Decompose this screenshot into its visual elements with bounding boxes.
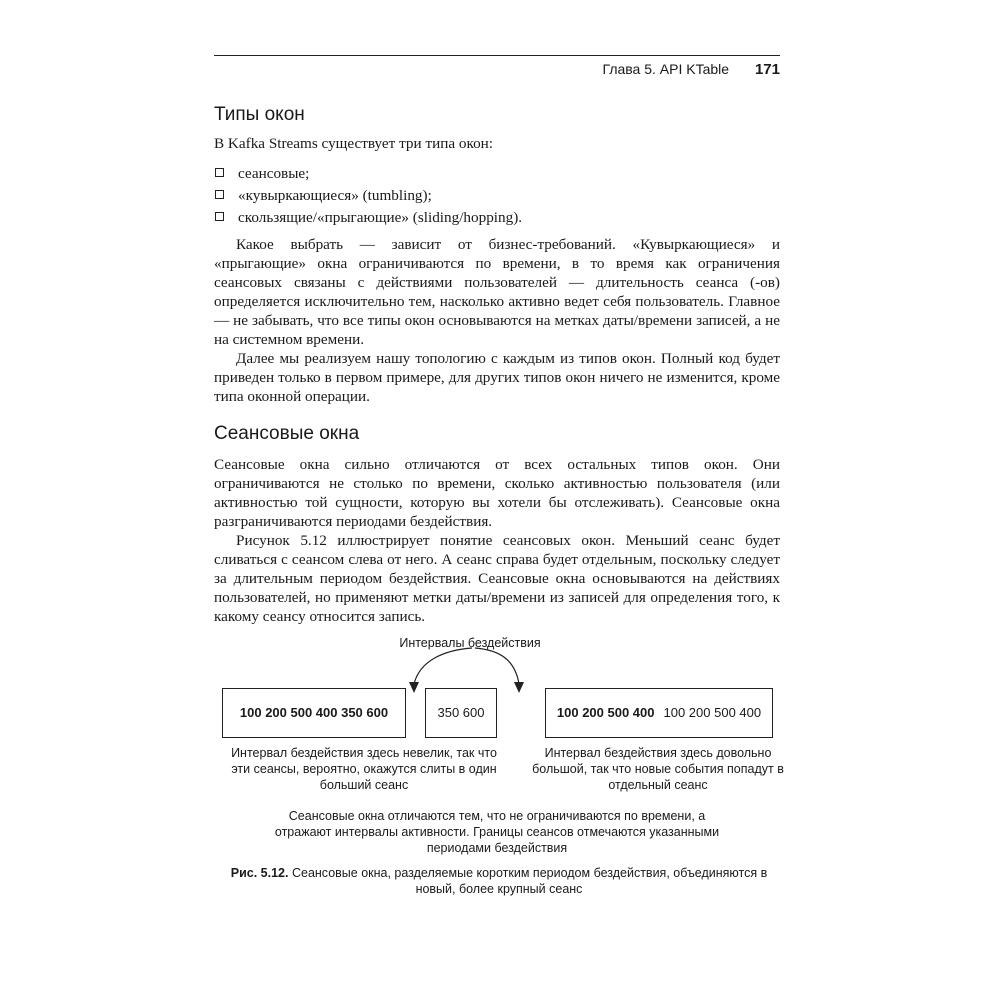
session-box-bold-text: 100 200 500 400 (556, 705, 655, 720)
intro-paragraph: В Kafka Streams существует три типа окон: (214, 135, 494, 152)
section-heading-window-types: Типы окон (214, 104, 305, 125)
running-head (603, 61, 780, 78)
session-box-normal-text: 100 200 500 400 (663, 705, 762, 720)
list-item-text: сеансовые; (238, 165, 310, 182)
paragraph: Сеансовые окна сильно отличаются от всех остальных типов окон. Они ограничиваются не столько по времени, сколько активностью пользователя (или активностью той сущности, которую вы хотели бы отслеживать). Сеансовые окна разграничиваются периодами бездействия. (214, 456, 780, 530)
figure-note-left: Интервал бездействия здесь невелик, так что эти сеансы, вероятно, окажутся слиты в один больший сеанс (231, 746, 497, 792)
figure-caption-label: Рис. 5.12. (230, 866, 289, 880)
paragraph: Какое выбрать — зависит от бизнес-требований. «Кувыркающиеся» и «прыгающие» окна ограничиваются по времени, в то время как ограничения сеансовых связаны с действиями пользователей — длительность сеанса (-ов) определяется исключительно тем, насколько активно ведет себя пользователь. Главное — не забывать, что все типы окон основываются на метках даты/времени записей, а не на системном времени. (214, 236, 780, 348)
figure-top-label: Интервалы бездействия (399, 636, 541, 650)
session-box-merged (222, 688, 406, 738)
checkbox-bullet-icon (215, 190, 224, 199)
paragraph: Рисунок 5.12 иллюстрирует понятие сеансовых окон. Меньший сеанс будет сливаться с сеансом слева от него. А сеанс справа будет отдельным, поскольку следует за длительным периодом бездействия. Сеансовые окна основываются на действиях пользователей, но применяют метки даты/времени из записей для определения того, к какому сеансу относится запись. (214, 532, 780, 625)
arrow-line-left (414, 648, 472, 684)
figure-note-bottom: Сеансовые окна отличаются тем, что не ограничиваются по времени, а отражают интервалы активности. Границы сеансов отмечаются указанными периодами бездействия (274, 809, 720, 855)
list-item-text: «кувыркающиеся» (tumbling); (238, 187, 432, 204)
paragraph: Далее мы реализуем нашу топологию с каждым из типов окон. Полный код будет приведен только в первом примере, для других типов окон ничего не изменится, кроме типа оконной операции. (214, 350, 780, 405)
arrow-line-right (475, 648, 519, 684)
figure-note-right: Интервал бездействия здесь довольно большой, так что новые события попадут в отдельный сеанс (532, 746, 784, 792)
header-rule (214, 55, 780, 56)
figure-caption (214, 865, 784, 897)
chapter-title: Глава 5. API KTable (602, 61, 730, 77)
list-item (214, 186, 780, 208)
session-box-small (425, 688, 497, 738)
window-types-list (214, 164, 780, 230)
session-box-separate (545, 688, 773, 738)
checkbox-bullet-icon (215, 168, 224, 177)
checkbox-bullet-icon (215, 212, 224, 221)
figure-caption-text: Сеансовые окна, разделяемые коротким периодом бездействия, объединяются в новый, более крупный сеанс (288, 866, 768, 896)
session-box-merged-text: 100 200 500 400 350 600 (239, 705, 389, 720)
section-heading-session-windows: Сеансовые окна (214, 423, 360, 444)
page-number: 171 (754, 61, 780, 78)
list-item-text: скользящие/«прыгающие» (sliding/hopping). (238, 209, 523, 226)
arrowhead-left (409, 682, 419, 693)
list-item (214, 164, 780, 186)
session-box-small-text: 350 600 (437, 705, 485, 720)
arrowhead-right (514, 682, 524, 693)
list-item (214, 208, 780, 230)
